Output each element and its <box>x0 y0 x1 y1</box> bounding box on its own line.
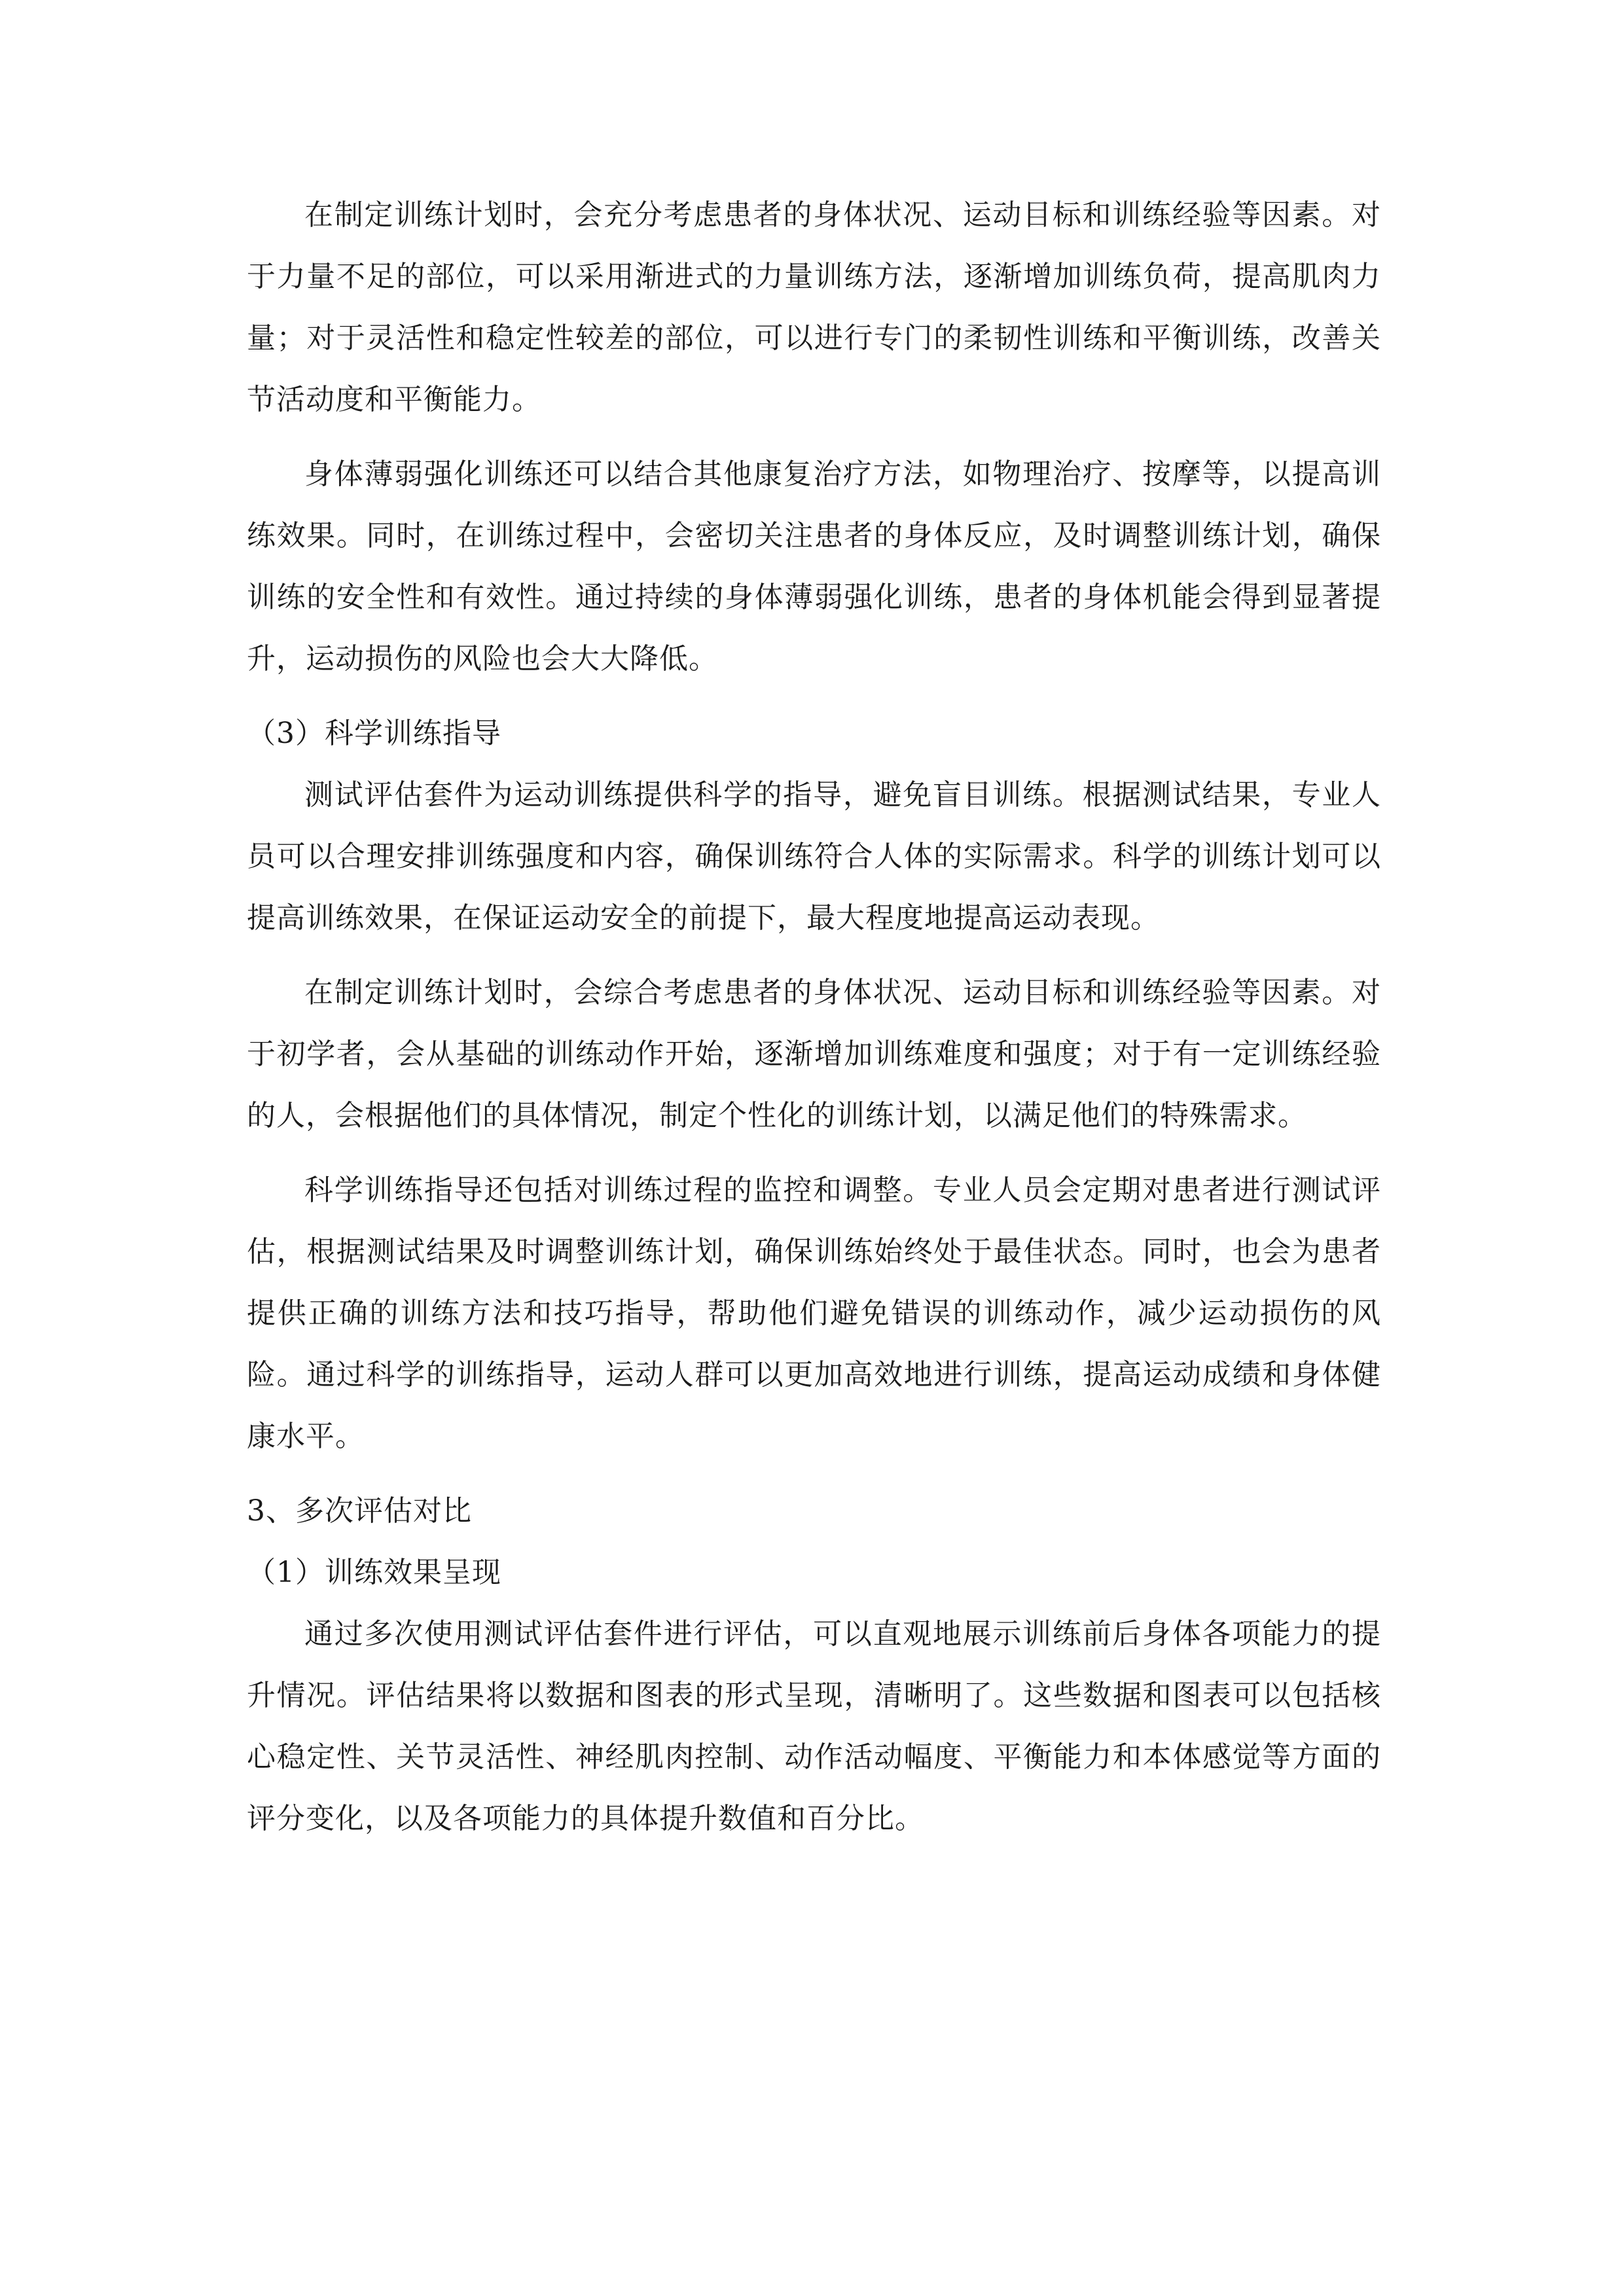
paragraph-weakness-strengthening: 身体薄弱强化训练还可以结合其他康复治疗方法，如物理治疗、按摩等，以提高训练效果。同时，在训练过程中，会密切关注患者的身体反应，及时调整训练计划，确保训练的安全性和有效性。通过持续的身体薄弱强化训练，患者的身体机能会得到显著提升，运动损伤的风险也会大大降低。 <box>247 457 1381 675</box>
paragraph-scientific-guidance-intro: 测试评估套件为运动训练提供科学的指导，避免盲目训练。根据测试结果，专业人员可以合理安排训练强度和内容，确保训练符合人体的实际需求。科学的训练计划可以提高训练效果，在保证运动安全的前提下，最大程度地提高运动表现。 <box>247 778 1381 935</box>
subheading-scientific-training-guidance: （3）科学训练指导 <box>247 717 501 750</box>
paragraph-monitoring-adjustment: 科学训练指导还包括对训练过程的监控和调整。专业人员会定期对患者进行测试评估，根据测试结果及时调整训练计划，确保训练始终处于最佳状态。同时，也会为患者提供正确的训练方法和技巧指导，帮助他们避免错误的训练动作，减少运动损伤的风险。通过科学的训练指导，运动人群可以更加高效地进行训练，提高运动成绩和身体健康水平。 <box>247 1174 1381 1453</box>
paragraph-training-plan-considerations: 在制定训练计划时，会充分考虑患者的身体状况、运动目标和训练经验等因素。对于力量不足的部位，可以采用渐进式的力量训练方法，逐渐增加训练负荷，提高肌肉力量；对于灵活性和稳定性较差的部位，可以进行专门的柔韧性训练和平衡训练，改善关节活动度和平衡能力。 <box>247 198 1381 416</box>
section-heading-multiple-assessment: 3、多次评估对比 <box>247 1494 472 1528</box>
document-body <box>247 185 1381 1850</box>
paragraph-plan-for-beginners: 在制定训练计划时，会综合考虑患者的身体状况、运动目标和训练经验等因素。对于初学者，会从基础的训练动作开始，逐渐增加训练难度和强度；对于有一定训练经验的人，会根据他们的具体情况，制定个性化的训练计划，以满足他们的特殊需求。 <box>247 976 1381 1132</box>
subheading-training-results: （1）训练效果呈现 <box>247 1556 501 1589</box>
paragraph-results-presentation: 通过多次使用测试评估套件进行评估，可以直观地展示训练前后身体各项能力的提升情况。评估结果将以数据和图表的形式呈现，清晰明了。这些数据和图表可以包括核心稳定性、关节灵活性、神经肌肉控制、动作活动幅度、平衡能力和本体感觉等方面的评分变化，以及各项能力的具体提升数值和百分比。 <box>247 1617 1381 1835</box>
